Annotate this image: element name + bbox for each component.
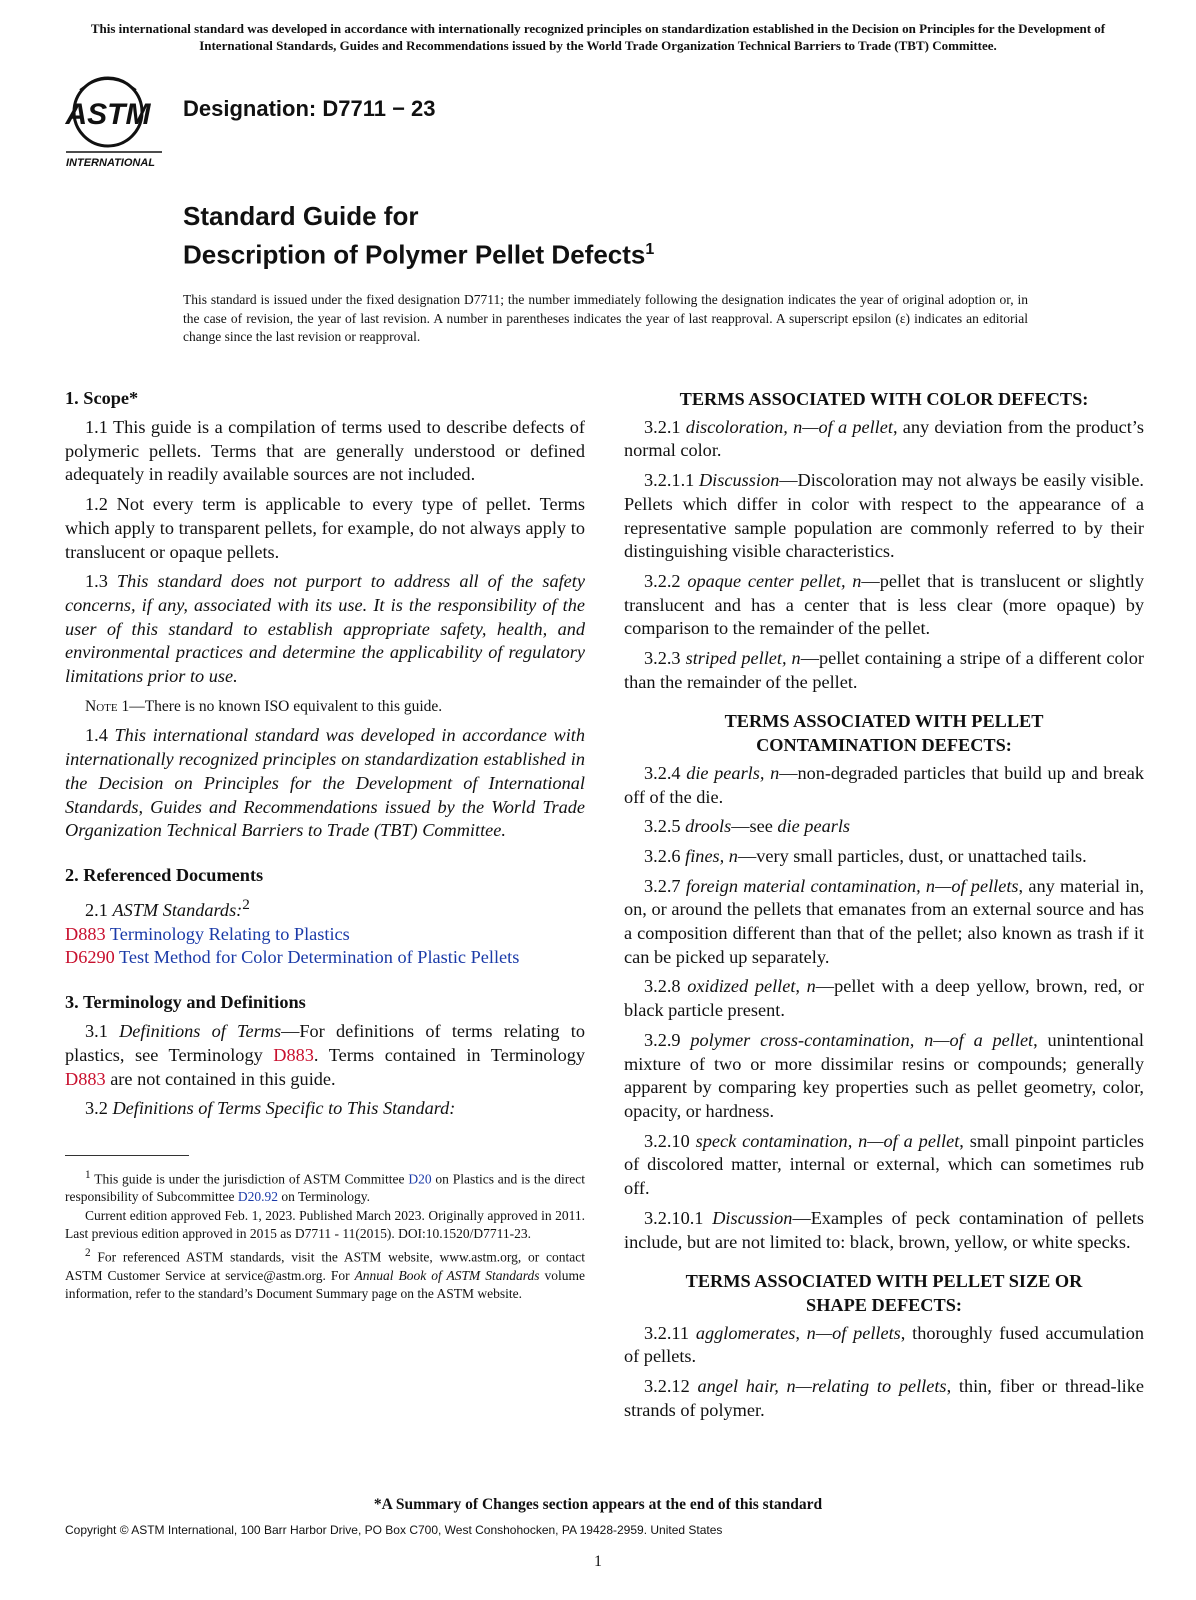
term-3-2-12: 3.2.12 angel hair, n—relating to pellets, thin, fiber or thread-like strands of polymer. bbox=[624, 1376, 1144, 1420]
heading-contamination-defects: TERMS ASSOCIATED WITH PELLET CONTAMINATION DEFECTS: bbox=[724, 711, 1044, 756]
astm-logo-icon bbox=[62, 70, 174, 170]
term-3-2-4: 3.2.4 die pearls, n—non-degraded particles that build up and break off of the die. bbox=[624, 762, 1144, 807]
para-1-1: 1.1 This guide is a compilation of terms used to describe defects of polymeric pellets. Terms that are generally understood or defined adequately in readily available sources are not included. bbox=[65, 417, 585, 485]
astm-logo bbox=[62, 70, 174, 170]
link-d883[interactable]: D883 bbox=[273, 1044, 314, 1065]
term-3-2-6: 3.2.6 fines, n—very small particles, dust, or unattached tails. bbox=[644, 845, 1087, 866]
para-1-3: 1.3 This standard does not purport to address all of the safety concerns, if any, associated with its use. It is the responsibility of the user of this standard to establish appropriate safety, health, and environmental practices and determine the applicability of regulatory limitations prior to use. bbox=[65, 571, 585, 687]
top-notice: This international standard was developed in accordance with internationally recognized principles on standardization established in the Decision on Principles for the Development of International Standards, Guides and Recommendations issued by the World Trade Organization Technical Barriers to Trade (TBT) Committee. bbox=[90, 21, 1106, 53]
term-3-2-10-1: 3.2.10.1 Discussion—Examples of peck contamination of pellets include, but are not limited to: black, brown, yellow, or white specks. bbox=[624, 1207, 1144, 1252]
term-3-2-3: 3.2.3 striped pellet, n—pellet containing a stripe of a different color than the remainder of the pellet. bbox=[624, 648, 1144, 692]
term-3-2-2: 3.2.2 opaque center pellet, n—pellet that is translucent or slightly translucent and has a center that is less clear (more opaque) by comparison to the remainder of the pellet. bbox=[624, 570, 1144, 639]
referenced-documents-heading: 2. Referenced Documents bbox=[65, 864, 264, 885]
scope-heading: 1. Scope* bbox=[65, 388, 139, 408]
ref-d883-code[interactable]: D883 bbox=[65, 923, 106, 944]
left-column bbox=[65, 388, 585, 1304]
term-3-2-9: 3.2.9 polymer cross-contamination, n—of a pellet, unintentional mixture of two or more dissimilar resins or compounds; generally apparent by comparing key properties such as pellet geometry, color, opacity, or hardness. bbox=[624, 1029, 1144, 1121]
heading-color-defects: TERMS ASSOCIATED WITH COLOR DEFECTS: bbox=[679, 389, 1089, 409]
title-line-2 bbox=[183, 233, 654, 272]
page-number: 1 bbox=[594, 1553, 602, 1570]
link-d883-2[interactable]: D883 bbox=[65, 1068, 106, 1089]
ref-d883[interactable] bbox=[65, 923, 585, 947]
heading-size-shape-defects: TERMS ASSOCIATED WITH PELLET SIZE OR SHAPE DEFECTS: bbox=[685, 1271, 1083, 1315]
term-3-2-5: 3.2.5 drools—see die pearls bbox=[644, 816, 851, 837]
copyright: Copyright © ASTM International, 100 Barr Harbor Drive, PO Box C700, West Conshohocken, PA 19428-2959. United States bbox=[65, 1523, 723, 1537]
title-footnote-ref: 1 bbox=[645, 241, 655, 258]
designation: Designation: D7711 − 23 bbox=[183, 96, 436, 121]
footnote-2: $^2$ For referenced ASTM standards, visit the ASTM website, www.astm.org, or contact ASTM Customer Service at service@astm.org. For Annual Book of ASTM Standards volume information, refer to the standard’s Document Summary page on the ASTM website. bbox=[65, 1247, 586, 1301]
footnote-1: $^1$ This guide is under the jurisdiction of ASTM Committee D20 on Plastics and is the direct responsibility of Subcommittee D20.92 on Terminology. bbox=[65, 1168, 585, 1205]
title-line-1: Standard Guide for bbox=[183, 201, 419, 231]
ref-d6290[interactable] bbox=[65, 946, 585, 970]
title-text: Description of Polymer Pellet Defects bbox=[183, 239, 646, 270]
term-3-2-8: 3.2.8 oxidized pellet, n—pellet with a deep yellow, brown, red, or black particle present. bbox=[624, 976, 1144, 1021]
right-column bbox=[624, 388, 1144, 1428]
logo-text: ASTM bbox=[65, 98, 151, 131]
para-1-2: 1.2 Not every term is applicable to every type of pellet. Terms which apply to transparent pellets, for example, do not always apply to translucent or opaque pellets. bbox=[65, 494, 585, 562]
document-title bbox=[183, 200, 654, 272]
summary-of-changes-note: *A Summary of Changes section appears at the end of this standard bbox=[373, 1496, 823, 1513]
ref-d6290-code[interactable]: D6290 bbox=[65, 947, 115, 968]
note-1: Note 1—There is no known ISO equivalent to this guide. bbox=[85, 697, 443, 715]
para-1-4: 1.4 This international standard was developed in accordance with internationally recognized principles on standardization established in the Decision on Principles for the Development of International Standards, Guides and Recommendations issued by the World Trade Organization Technical Barriers to Trade (TBT) Committee. bbox=[65, 725, 585, 841]
term-3-2-11: 3.2.11 agglomerates, n—of pellets, thoroughly fused accumulation of pellets. bbox=[624, 1322, 1144, 1367]
ref-d6290-title[interactable]: Test Method for Color Determination of Plastic Pellets bbox=[119, 947, 520, 968]
ref-d883-title[interactable]: Terminology Relating to Plastics bbox=[109, 923, 350, 944]
term-3-2-10: 3.2.10 speck contamination, n—of a pellet, small pinpoint particles of discolored matter, internal or external, which can sometimes rub off. bbox=[624, 1130, 1144, 1199]
link-d20[interactable]: D20 bbox=[408, 1171, 432, 1187]
terminology-heading: 3. Terminology and Definitions bbox=[65, 992, 306, 1013]
issuance-statement: This standard is issued under the fixed designation D7711; the number immediately following the designation indicates the year of original adoption or, in the case of revision, the year of last revision. A number in parentheses indicates the year of last reapproval. A superscript epsilon (ε) indicates an editorial change since the last revision or reapproval. bbox=[183, 292, 1028, 344]
term-3-2-1: 3.2.1 discoloration, n—of a pellet, any deviation from the product’s normal color. bbox=[624, 416, 1144, 461]
para-2-1: 2.1 ASTM Standards:$^2$ bbox=[85, 895, 250, 921]
term-3-2-7: 3.2.7 foreign material contamination, n—of pellets, any material in, on, or around the pellets that emanates from an external source and has a composition different than that of the pellet; also known as trash if it can be picked up separately. bbox=[624, 875, 1145, 967]
footnote-1-edition: Current edition approved Feb. 1, 2023. Published March 2023. Originally approved in 2011. Last previous edition approved in 2015 as D7711 - 11(2015). DOI:10.1520/D7711-23. bbox=[65, 1208, 585, 1242]
term-3-2-1-1: 3.2.1.1 Discussion—Discoloration may not always be easily visible. Pellets which differ in color with respect to the appearance of a representative sample population are commonly referred to by their distinguishing visible characteristics. bbox=[624, 470, 1144, 562]
para-3-1: 3.1 Definitions of Terms—For definitions of terms relating to plastics, see Terminology D883. Terms contained in Terminology D883 are not contained in this guide. bbox=[65, 1021, 585, 1089]
footnote-rule bbox=[65, 1155, 189, 1156]
logo-subtext: INTERNATIONAL bbox=[66, 157, 156, 169]
para-3-2: 3.2 Definitions of Terms Specific to This Standard: bbox=[85, 1098, 456, 1119]
link-d20-92[interactable]: D20.92 bbox=[237, 1189, 278, 1205]
